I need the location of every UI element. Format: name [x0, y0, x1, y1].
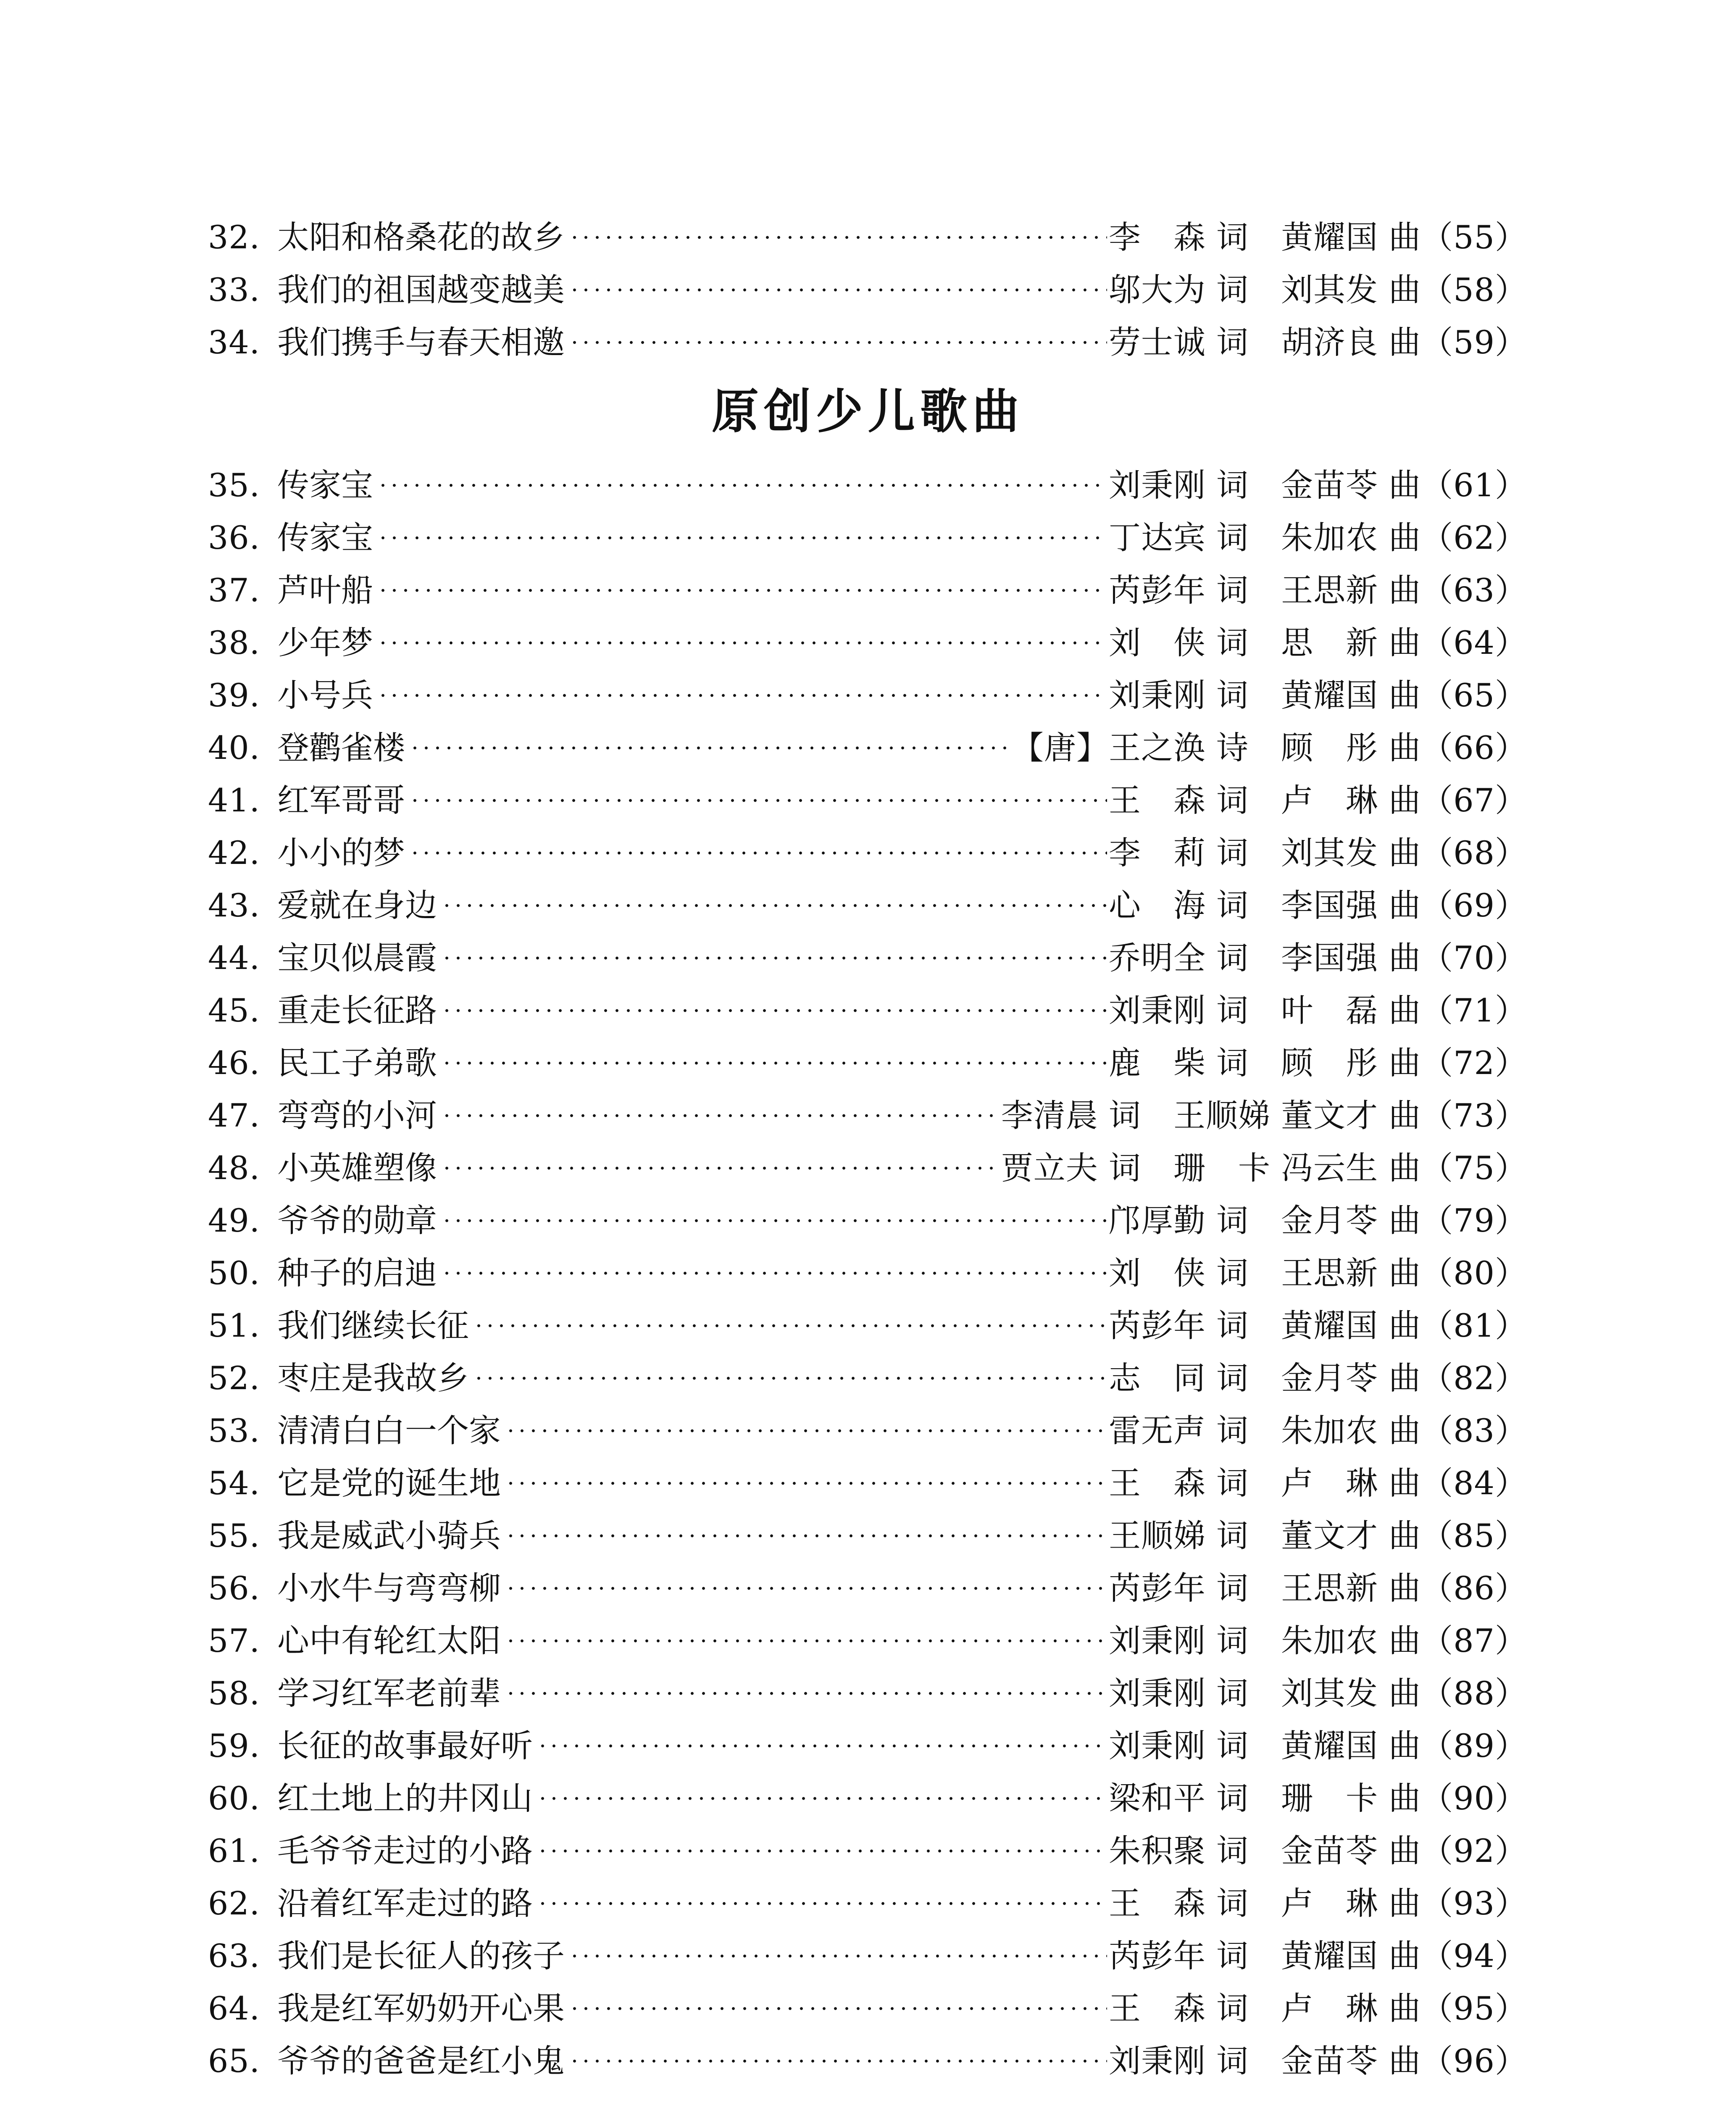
toc-entry: [208, 1458, 1527, 1509]
dot-leader: [537, 1796, 1107, 1801]
entry-title: 爱就在身边: [277, 887, 437, 924]
entry-title: 太阳和格桑花的故乡: [277, 219, 565, 256]
entry-title: 爷爷的爸爸是红小鬼: [277, 2042, 565, 2080]
dot-leader: [377, 536, 1107, 540]
entry-number: 38.: [208, 624, 260, 661]
toc-entry: [208, 985, 1527, 1036]
entry-number: 50.: [208, 1254, 260, 1292]
toc-entry: [208, 670, 1527, 721]
entry-credit: 芮彭年 词 王思新 曲（63）: [1108, 571, 1527, 609]
toc-entry: [208, 1038, 1527, 1088]
entry-title: 传家宝: [277, 519, 373, 556]
dot-leader: [441, 1008, 1107, 1013]
entry-title: 心中有轮红太阳: [277, 1622, 501, 1659]
entry-credit: 邬大为 词 刘其发 曲（58）: [1108, 271, 1527, 308]
entry-credit: 刘秉刚 词 叶 磊 曲（71）: [1108, 992, 1527, 1029]
toc-entry: [208, 1878, 1527, 1929]
entry-number: 61.: [208, 1832, 260, 1869]
entry-number: 33.: [208, 271, 260, 308]
entry-credit: 乔明全 词 李国强 曲（70）: [1108, 939, 1527, 977]
entry-credit: 李清晨 词 王顺娣 董文才 曲（73）: [1001, 1097, 1527, 1134]
entry-number: 48.: [208, 1149, 260, 1187]
toc-entry: [208, 565, 1527, 616]
entry-credit: 李 森 词 黄耀国 曲（55）: [1108, 219, 1527, 256]
entry-title: 少年梦: [277, 624, 373, 661]
dot-leader: [569, 2059, 1107, 2063]
entry-number: 62.: [208, 1885, 260, 1922]
entry-number: 64.: [208, 1990, 260, 2027]
entry-number: 45.: [208, 992, 260, 1029]
dot-leader: [377, 693, 1107, 698]
entry-number: 52.: [208, 1359, 260, 1397]
entry-credit: 刘秉刚 词 金苗苓 曲（96）: [1108, 2042, 1527, 2080]
toc-entry: [208, 1195, 1527, 1246]
entry-credit: 刘秉刚 词 黄耀国 曲（65）: [1108, 677, 1527, 714]
entry-number: 56.: [208, 1569, 260, 1607]
dot-leader: [505, 1639, 1107, 1643]
toc-entry: [208, 880, 1527, 931]
entry-credit: 芮彭年 词 王思新 曲（86）: [1108, 1569, 1527, 1607]
toc-entry: [208, 1931, 1527, 1981]
toc-entry: [208, 1511, 1527, 1561]
entry-title: 小号兵: [277, 677, 373, 714]
entry-credit: 雷无声 词 朱加农 曲（83）: [1108, 1412, 1527, 1449]
dot-leader: [569, 1954, 1107, 1958]
entry-credit: 王 森 词 卢 琳 曲（95）: [1108, 1990, 1527, 2027]
toc-entry: [208, 1143, 1527, 1193]
toc-entry: [208, 775, 1527, 826]
toc-entry: [208, 1983, 1527, 2034]
toc-entry: [208, 723, 1527, 773]
dot-leader: [377, 483, 1107, 487]
entry-title: 传家宝: [277, 466, 373, 504]
entry-number: 54.: [208, 1464, 260, 1502]
dot-leader: [377, 641, 1107, 645]
entry-number: 37.: [208, 571, 260, 609]
entry-credit: 【唐】王之涣 诗 顾 彤 曲（66）: [1011, 729, 1527, 766]
entry-title: 我是红军奶奶开心果: [277, 1990, 565, 2027]
entry-title: 小水牛与弯弯柳: [277, 1569, 501, 1607]
toc-entry: [208, 2036, 1527, 2086]
entry-credit: 劳士诚 词 胡济良 曲（59）: [1108, 324, 1527, 361]
toc-entry: [208, 933, 1527, 983]
entry-number: 44.: [208, 939, 260, 977]
dot-leader: [441, 1166, 1000, 1170]
toc-entry: [208, 1773, 1527, 1824]
toc-entry: [208, 1301, 1527, 1351]
dot-leader: [441, 903, 1107, 908]
entry-title: 种子的启迪: [277, 1254, 437, 1292]
entry-title: 弯弯的小河: [277, 1097, 437, 1134]
entry-number: 35.: [208, 466, 260, 504]
entry-number: 41.: [208, 782, 260, 819]
dot-leader: [569, 340, 1107, 345]
dot-leader: [505, 1534, 1107, 1538]
entry-number: 43.: [208, 887, 260, 924]
dot-leader: [441, 1271, 1107, 1275]
dot-leader: [537, 1901, 1107, 1906]
entry-title: 重走长征路: [277, 992, 437, 1029]
entry-number: 53.: [208, 1412, 260, 1449]
dot-leader: [505, 1691, 1107, 1696]
toc-entry: [208, 265, 1527, 315]
dot-leader: [569, 288, 1107, 292]
dot-leader: [505, 1481, 1107, 1485]
entry-credit: 志 同 词 金月苓 曲（82）: [1108, 1359, 1527, 1397]
entry-title: 沿着红军走过的路: [277, 1885, 533, 1922]
entry-title: 我们继续长征: [277, 1307, 469, 1344]
entry-title: 枣庄是我故乡: [277, 1359, 469, 1397]
entry-credit: 李 莉 词 刘其发 曲（68）: [1108, 834, 1527, 871]
entry-credit: 刘秉刚 词 刘其发 曲（88）: [1108, 1674, 1527, 1712]
toc-entry: [208, 618, 1527, 668]
toc-entry: [208, 1721, 1527, 1771]
entry-title: 清清白白一个家: [277, 1412, 501, 1449]
entry-number: 39.: [208, 677, 260, 714]
dot-leader: [473, 1376, 1107, 1380]
dot-leader: [505, 1429, 1107, 1433]
entry-title: 红军哥哥: [277, 782, 405, 819]
entry-credit: 朱积聚 词 金苗苓 曲（92）: [1108, 1832, 1527, 1869]
entry-title: 红土地上的井冈山: [277, 1780, 533, 1817]
dot-leader: [409, 746, 1010, 750]
toc-entry: [208, 212, 1527, 263]
toc-entry: [208, 317, 1527, 368]
entry-number: 60.: [208, 1780, 260, 1817]
entry-title: 我们的祖国越变越美: [277, 271, 565, 308]
dot-leader: [441, 956, 1107, 960]
toc-entry: [208, 513, 1527, 563]
entry-credit: 刘 侠 词 思 新 曲（64）: [1108, 624, 1527, 661]
entry-number: 34.: [208, 324, 260, 361]
entry-credit: 刘秉刚 词 朱加农 曲（87）: [1108, 1622, 1527, 1659]
entry-credit: 梁和平 词 珊 卡 曲（90）: [1108, 1780, 1527, 1817]
section-title: 原创少儿歌曲: [712, 384, 1024, 439]
entry-number: 36.: [208, 519, 260, 556]
entry-title: 芦叶船: [277, 571, 373, 609]
entry-title: 爷爷的勋章: [277, 1202, 437, 1239]
toc-entry: [208, 1090, 1527, 1141]
toc-entry: [208, 1248, 1527, 1298]
entry-number: 46.: [208, 1044, 260, 1082]
dot-leader: [473, 1324, 1107, 1328]
entry-title: 宝贝似晨霞: [277, 939, 437, 977]
entry-number: 59.: [208, 1727, 260, 1764]
entry-number: 42.: [208, 834, 260, 871]
entry-number: 40.: [208, 729, 260, 766]
toc-entry: [208, 828, 1527, 878]
entry-title: 小小的梦: [277, 834, 405, 871]
entry-number: 58.: [208, 1674, 260, 1712]
dot-leader: [537, 1744, 1107, 1748]
entry-credit: 刘秉刚 词 黄耀国 曲（89）: [1108, 1727, 1527, 1764]
entry-number: 47.: [208, 1097, 260, 1134]
entry-number: 32.: [208, 219, 260, 256]
entry-number: 49.: [208, 1202, 260, 1239]
entry-credit: 丁达宾 词 朱加农 曲（62）: [1108, 519, 1527, 556]
entry-credit: 贾立夫 词 珊 卡 冯云生 曲（75）: [1001, 1149, 1527, 1187]
entry-credit: 邝厚勤 词 金月苓 曲（79）: [1108, 1202, 1527, 1239]
dot-leader: [505, 1586, 1107, 1590]
toc-entry: [208, 1616, 1527, 1666]
entry-credit: 王顺娣 词 董文才 曲（85）: [1108, 1517, 1527, 1554]
dot-leader: [569, 235, 1107, 240]
entry-number: 55.: [208, 1517, 260, 1554]
toc-entry: [208, 460, 1527, 511]
entry-number: 51.: [208, 1307, 260, 1344]
dot-leader: [409, 798, 1107, 803]
entry-title: 我们携手与春天相邀: [277, 324, 565, 361]
dot-leader: [377, 588, 1107, 592]
toc-entry: [208, 1353, 1527, 1403]
entry-title: 小英雄塑像: [277, 1149, 437, 1187]
entry-credit: 刘 侠 词 王思新 曲（80）: [1108, 1254, 1527, 1292]
entry-credit: 鹿 柴 词 顾 彤 曲（72）: [1108, 1044, 1527, 1082]
dot-leader: [441, 1219, 1107, 1223]
entry-credit: 心 海 词 李国强 曲（69）: [1108, 887, 1527, 924]
entry-title: 它是党的诞生地: [277, 1464, 501, 1502]
entry-title: 毛爷爷走过的小路: [277, 1832, 533, 1869]
entry-title: 学习红军老前辈: [277, 1674, 501, 1712]
entry-title: 我们是长征人的孩子: [277, 1937, 565, 1975]
entry-number: 57.: [208, 1622, 260, 1659]
toc-entry: [208, 1826, 1527, 1876]
entry-credit: 王 森 词 卢 琳 曲（84）: [1108, 1464, 1527, 1502]
entry-credit: 刘秉刚 词 金苗苓 曲（61）: [1108, 466, 1527, 504]
entry-credit: 王 森 词 卢 琳 曲（93）: [1108, 1885, 1527, 1922]
dot-leader: [569, 2006, 1107, 2011]
entry-title: 登鹳雀楼: [277, 729, 405, 766]
toc-entry: [208, 1668, 1527, 1719]
entry-number: 63.: [208, 1937, 260, 1975]
entry-credit: 芮彭年 词 黄耀国 曲（94）: [1108, 1937, 1527, 1975]
entry-title: 民工子弟歌: [277, 1044, 437, 1082]
entry-credit: 王 森 词 卢 琳 曲（67）: [1108, 782, 1527, 819]
dot-leader: [409, 851, 1107, 855]
dot-leader: [441, 1061, 1107, 1065]
dot-leader: [537, 1849, 1107, 1853]
entry-credit: 芮彭年 词 黄耀国 曲（81）: [1108, 1307, 1527, 1344]
dot-leader: [441, 1114, 1000, 1118]
toc-entry: [208, 1563, 1527, 1614]
entry-number: 65.: [208, 2042, 260, 2080]
entry-title: 长征的故事最好听: [277, 1727, 533, 1764]
entry-title: 我是威武小骑兵: [277, 1517, 501, 1554]
toc-entry: [208, 1406, 1527, 1456]
